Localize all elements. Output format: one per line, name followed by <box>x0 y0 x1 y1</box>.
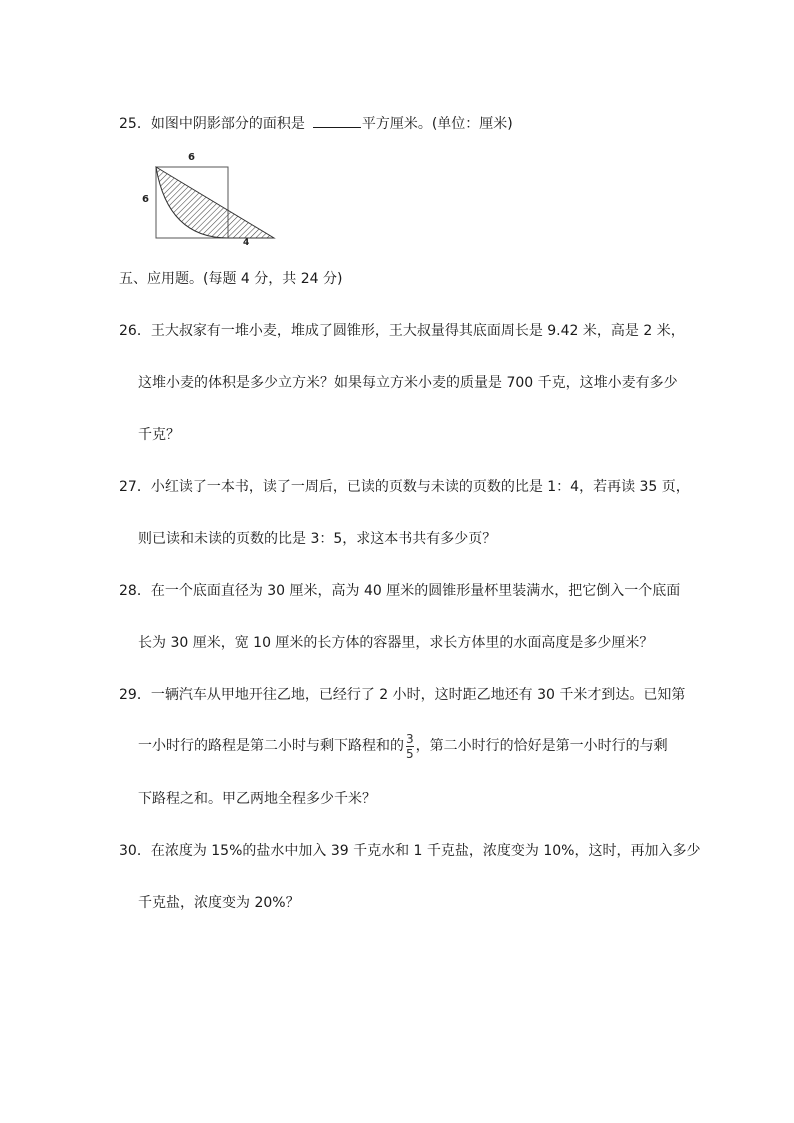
q25-text-before: 如图中阴影部分的面积是 <box>150 116 305 132</box>
q28-line1: 28．在一个底面直径为 30 厘米，高为 40 厘米的圆锥形量杯里装满水，把它倒入一个底面 <box>119 583 681 599</box>
shaded-region <box>156 167 274 238</box>
q25-figure <box>138 146 288 246</box>
q27-line1: 27．小红读了一本书，读了一周后，已读的页数与未读的页数的比是 1：4，若再读 35 页， <box>119 479 690 495</box>
q25-text-after: 平方厘米。(单位：厘米) <box>361 116 513 132</box>
q26-line3: 千克？ <box>138 427 180 443</box>
fraction-denominator: 5 <box>406 746 414 761</box>
q29-line2 <box>138 732 668 760</box>
q29-line1: 29．一辆汽车从甲地开往乙地，已经行了 2 小时，这时距乙地还有 30 千米才到达。已知第 <box>119 687 686 703</box>
label-bottom: 4 <box>243 238 250 246</box>
label-top: 6 <box>188 152 195 163</box>
label-left: 6 <box>142 194 149 205</box>
q27-line2: 则已读和未读的页数的比是 3：5，求这本书共有多少页？ <box>138 531 497 547</box>
q29-line3: 下路程之和。甲乙两地全程多少千米？ <box>138 791 376 807</box>
section5-title: 五、应用题。(每题 4 分，共 24 分) <box>119 271 343 287</box>
q30-line2: 千克盐，浓度变为 20%？ <box>138 895 300 911</box>
q29-line2-after: ，第二小时行的恰好是第一小时行的与剩 <box>415 738 668 754</box>
q26-line2: 这堆小麦的体积是多少立方米？如果每立方米小麦的质量是 700 千克，这堆小麦有多少 <box>138 375 678 391</box>
fraction-3-5 <box>406 733 414 760</box>
q26-line1: 26．王大叔家有一堆小麦，堆成了圆锥形，王大叔量得其底面周长是 9.42 米，高是 2 米， <box>119 323 685 339</box>
q29-line2-before: 一小时行的路程是第二小时与剩下路程和的 <box>138 738 404 754</box>
fraction-numerator: 3 <box>406 731 414 746</box>
q30-line1: 30．在浓度为 15%的盐水中加入 39 千克水和 1 千克盐，浓度变为 10%，这时，再加入多少 <box>119 843 701 859</box>
q25-number: 25． <box>119 116 151 132</box>
q25-answer-blank[interactable] <box>313 114 361 128</box>
q28-line2: 长为 30 厘米，宽 10 厘米的长方体的容器里，求长方体里的水面高度是多少厘米？ <box>138 635 654 651</box>
q25-line <box>119 114 513 133</box>
